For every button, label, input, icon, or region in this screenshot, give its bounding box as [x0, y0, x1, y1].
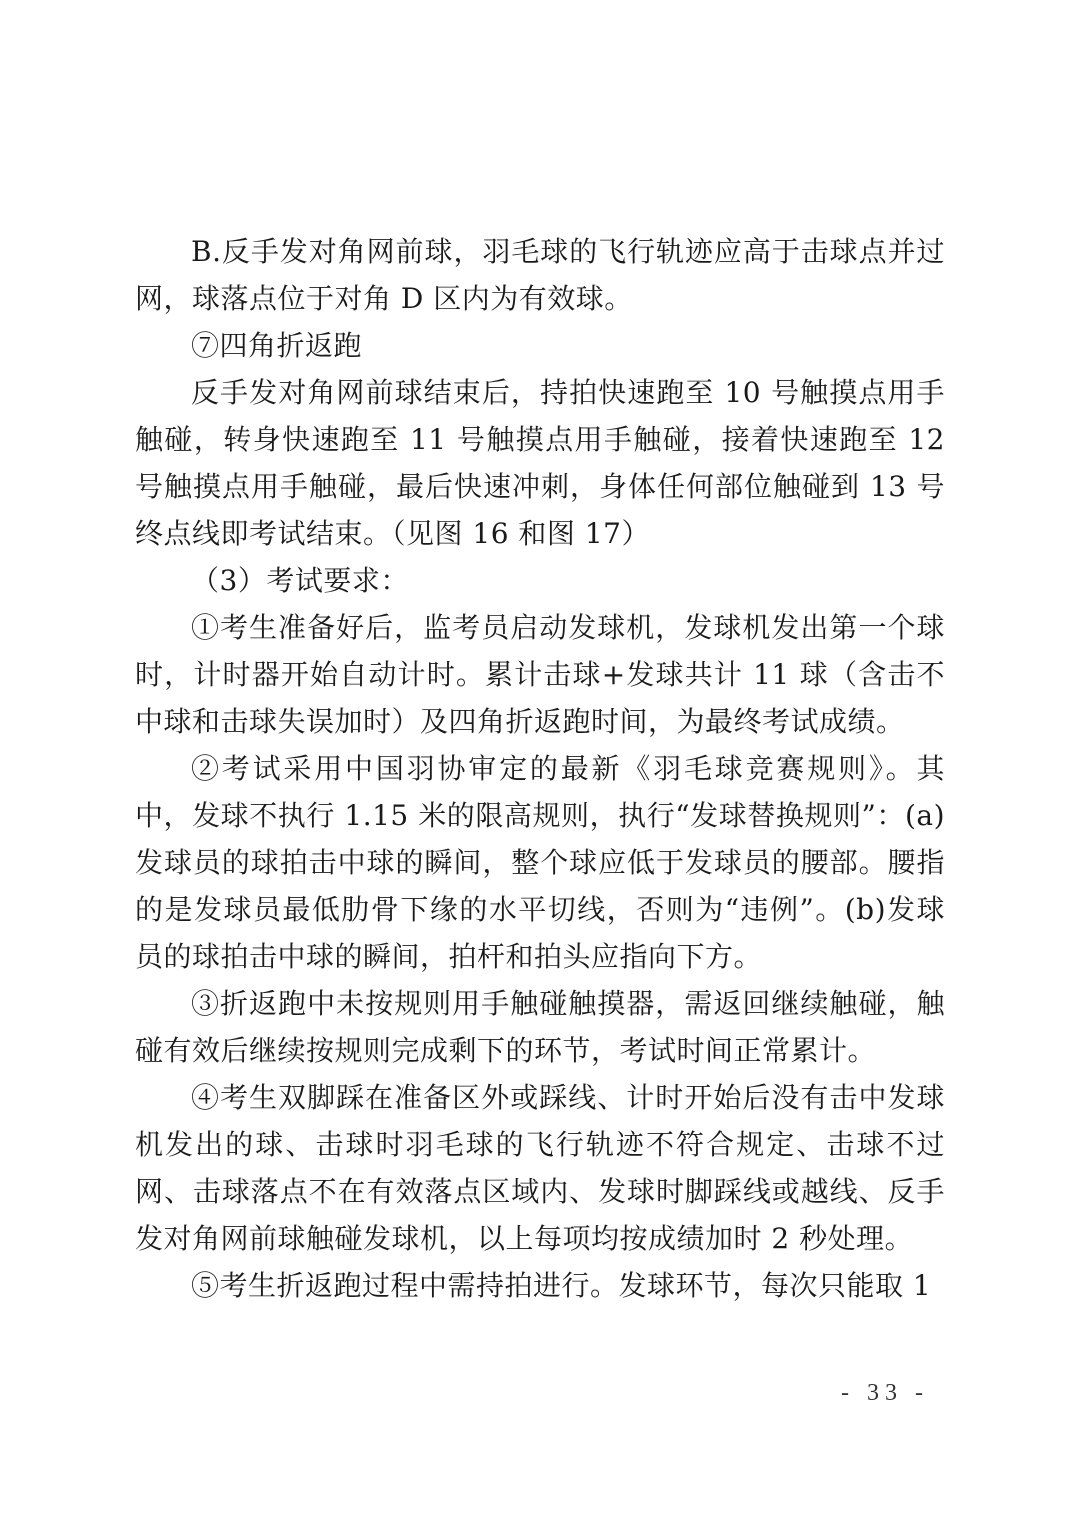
section-heading-exam-requirements: （3）考试要求： — [191, 564, 409, 597]
paragraph-requirement-2: ②考试采用中国羽协审定的最新《羽毛球竞赛规则》。其中，发球不执行 1.15 米的限高规则，执行“发球替换规则”：(a)发球员的球拍击中球的瞬间，整个球应低于发球员的腰部。腰指的是发球员最低肋骨下缘的水平切线，否则为“违例”。(b)发球员的球拍击中球的瞬间，拍杆和拍头应指向下方。 — [135, 752, 945, 973]
page-number: - 33 - — [841, 1380, 929, 1406]
paragraph-serve-b: B.反手发对角网前球，羽毛球的飞行轨迹应高于击球点并过网，球落点位于对角 D 区内为有效球。 — [135, 235, 945, 315]
paragraph-requirement-5: ⑤考生折返跑过程中需持拍进行。发球环节，每次只能取 1 — [191, 1269, 932, 1302]
section-heading-four-corner-run: ⑦四角折返跑 — [191, 329, 363, 362]
paragraph-four-corner-run: 反手发对角网前球结束后，持拍快速跑至 10 号触摸点用手触碰，转身快速跑至 11 号触摸点用手触碰，接着快速跑至 12 号触摸点用手触碰，最后快速冲刺，身体任何部位触碰到 13 号终点线即考试结束。（见图 16 和图 17） — [135, 376, 945, 550]
paragraph-requirement-3: ③折返跑中未按规则用手触碰触摸器，需返回继续触碰，触碰有效后继续按规则完成剩下的环节，考试时间正常累计。 — [135, 987, 945, 1067]
paragraph-requirement-4: ④考生双脚踩在准备区外或踩线、计时开始后没有击中发球机发出的球、击球时羽毛球的飞行轨迹不符合规定、击球不过网、击球落点不在有效落点区域内、发球时脚踩线或越线、反手发对角网前球触碰发球机，以上每项均按成绩加时 2 秒处理。 — [135, 1081, 945, 1255]
paragraph-requirement-1: ①考生准备好后，监考员启动发球机，发球机发出第一个球时，计时器开始自动计时。累计击球+发球共计 11 球（含击不中球和击球失误加时）及四角折返跑时间，为最终考试成绩。 — [135, 611, 945, 738]
document-body — [135, 228, 945, 1309]
